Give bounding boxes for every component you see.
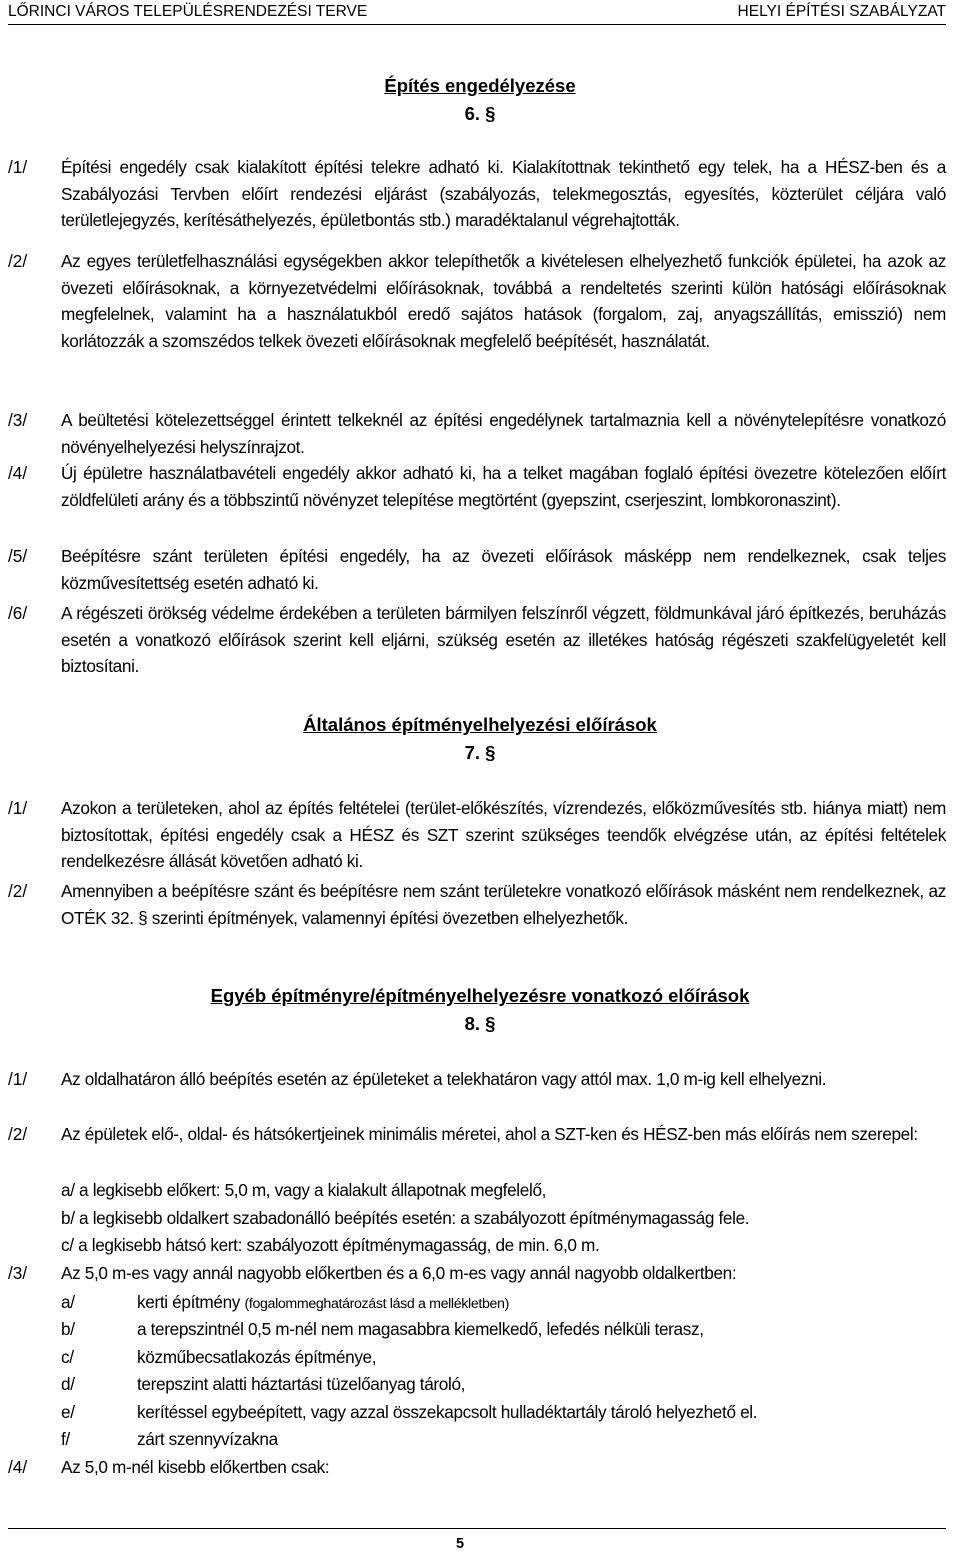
section-7-title: Általános építményelhelyezési előírások xyxy=(303,714,657,735)
s8-p3-item-a xyxy=(137,1289,509,1318)
paragraph-number: /4/ xyxy=(8,463,28,483)
paragraph-text: Beépítésre szánt területen építési engedély, ha az övezeti előírások másképp nem rendelkeznek, csak teljes közművesítettség esetén adható ki. xyxy=(61,546,946,593)
s8-p2-item-c: c/ a legkisebb hátsó kert: szabályozott építménymagasság, de min. 6,0 m. xyxy=(61,1235,600,1255)
paragraph-number: /1/ xyxy=(8,1069,28,1089)
s8-p2-item-b: b/ a legkisebb oldalkert szabadonálló beépítés esetén: a szabályozott építménymagasság fele. xyxy=(61,1208,750,1228)
page-number: 5 xyxy=(455,1536,465,1552)
paragraph-number: /1/ xyxy=(8,798,28,818)
item-note: (fogalommeghatározást lásd a mellékletben) xyxy=(244,1296,509,1312)
s8-p3-item-d: terepszint alatti háztartási tüzelőanyag tároló, xyxy=(137,1374,466,1394)
paragraph-text: Új épületre használatbavételi engedély akkor adható ki, ha a telket magában foglaló építési övezetre kötelezően előírt zöldfelületi arány és a többszintű növényzet telepítése megtörtént (gyepszint, cserjeszint, lombkoronaszint). xyxy=(61,463,946,510)
paragraph-number: /2/ xyxy=(8,881,28,901)
paragraph-number: /4/ xyxy=(8,1457,28,1477)
paragraph-text: Amennyiben a beépítésre szánt és beépítésre nem szánt területekre vonatkozó előírások másként nem rendelkeznek, az OTÉK 32. § szerinti építmények, valamennyi építési övezetben elhelyezhetők. xyxy=(61,881,946,928)
paragraph-text: Építési engedély csak kialakított építési telekre adható ki. Kialakítottnak tekinthető egy telek, ha a HÉSZ-ben és a Szabályozási Tervben előírt rendezési eljárást (szabályozás, telekmegosztás, egyesítés, közterület céljára való területlejegyzés, kerítésáthelyezés, épületbontás stb.) maradéktalanul végrehajtották. xyxy=(61,157,946,230)
s8-p3-item-a-letter: a/ xyxy=(61,1292,75,1312)
section-8-title: Egyéb építményre/építményelhelyezésre vonatkozó előírások xyxy=(210,985,750,1006)
paragraph-number: /5/ xyxy=(8,546,28,566)
s8-p3-item-d-letter: d/ xyxy=(61,1374,75,1394)
s8-p3-item-c: közműbecsatlakozás építménye, xyxy=(137,1347,377,1367)
paragraph-text: A beültetési kötelezettséggel érintett telkeknél az építési engedélynek tartalmaznia kell a növénytelepítésre vonatkozó növényelhelyezési helyszínrajzot. xyxy=(61,410,946,457)
section-6-number: 6. § xyxy=(464,103,496,124)
footer-divider xyxy=(8,1528,946,1529)
s8-p3-item-f: zárt szennyvízakna xyxy=(137,1429,278,1449)
s8-p3-item-e-letter: e/ xyxy=(61,1402,75,1422)
paragraph-text: Azokon a területeken, ahol az építés feltételei (terület-előkészítés, vízrendezés, előközművesítés stb. hiánya miatt) nem biztosítottak, építési engedély csak a HÉSZ és SZT szerint szükséges teendők elvégzése után, az építési feltételek rendelkezésre állását követően adható ki. xyxy=(61,798,946,871)
s8-p2-item-a: a/ a legkisebb előkert: 5,0 m, vagy a kialakult állapotnak megfelelő, xyxy=(61,1180,547,1200)
paragraph-text: Az 5,0 m-es vagy annál nagyobb előkertben és a 6,0 m-es vagy annál nagyobb oldalkertben: xyxy=(61,1263,737,1283)
paragraph-text: Az épületek elő-, oldal- és hátsókertjeinek minimális méretei, ahol a SZT-ken és HÉSZ-ben más előírás nem szerepel: xyxy=(61,1124,918,1144)
paragraph-number: /1/ xyxy=(8,157,28,177)
section-7-number: 7. § xyxy=(464,742,496,763)
paragraph-number: /2/ xyxy=(8,1124,28,1144)
paragraph-text: Az oldalhatáron álló beépítés esetén az épületeket a telekhatáron vagy attól max. 1,0 m-ig kell elhelyezni. xyxy=(61,1069,827,1089)
paragraph-number: /6/ xyxy=(8,603,28,623)
s8-p3-item-f-letter: f/ xyxy=(61,1429,70,1449)
header-right-title: HELYI ÉPÍTÉSI SZABÁLYZAT xyxy=(737,3,946,20)
item-text: kerti építmény xyxy=(137,1292,241,1312)
section-6-title: Építés engedélyezése xyxy=(384,75,576,96)
paragraph-number: /3/ xyxy=(8,410,28,430)
page-header xyxy=(8,2,946,25)
section-8-number: 8. § xyxy=(464,1013,496,1034)
s8-p3-item-b-letter: b/ xyxy=(61,1319,75,1339)
paragraph-number: /2/ xyxy=(8,251,28,271)
paragraph-text: Az 5,0 m-nél kisebb előkertben csak: xyxy=(61,1457,330,1477)
s8-p3-item-e: kerítéssel egybeépített, vagy azzal összekapcsolt hulladéktartály tároló helyezhető el. xyxy=(137,1402,758,1422)
s8-p3-item-b: a terepszintnél 0,5 m-nél nem magasabbra kiemelkedő, lefedés nélküli terasz, xyxy=(137,1319,704,1339)
paragraph-text: Az egyes területfelhasználási egységekben akkor telepíthetők a kivételesen elhelyezhető funkciók épületei, ha azok az övezeti előírásoknak, a környezetvédelmi előírásoknak, továbbá a rendeltetés szerinti külön hatósági előírásoknak megfelelnek, valamint ha a használatukból eredő sajátos hatások (forgalom, zaj, anyagszállítás, emisszió) nem korlátozzák a szomszédos telkek övezeti előírásoknak megfelelő beépítését, használatát. xyxy=(61,251,946,351)
header-left-title: LŐRINCI VÁROS TELEPÜLÉSRENDEZÉSI TERVE xyxy=(8,3,368,20)
paragraph-number: /3/ xyxy=(8,1263,28,1283)
s8-p3-item-c-letter: c/ xyxy=(61,1347,74,1367)
paragraph-text: A régészeti örökség védelme érdekében a területen bármilyen felszínről végzett, földmunkával járó építkezés, beruházás esetén a vonatkozó előírások szerint kell eljárni, szükség esetén az illetékes hatóság régészeti szakfelügyeletét kell biztosítani. xyxy=(61,603,946,676)
